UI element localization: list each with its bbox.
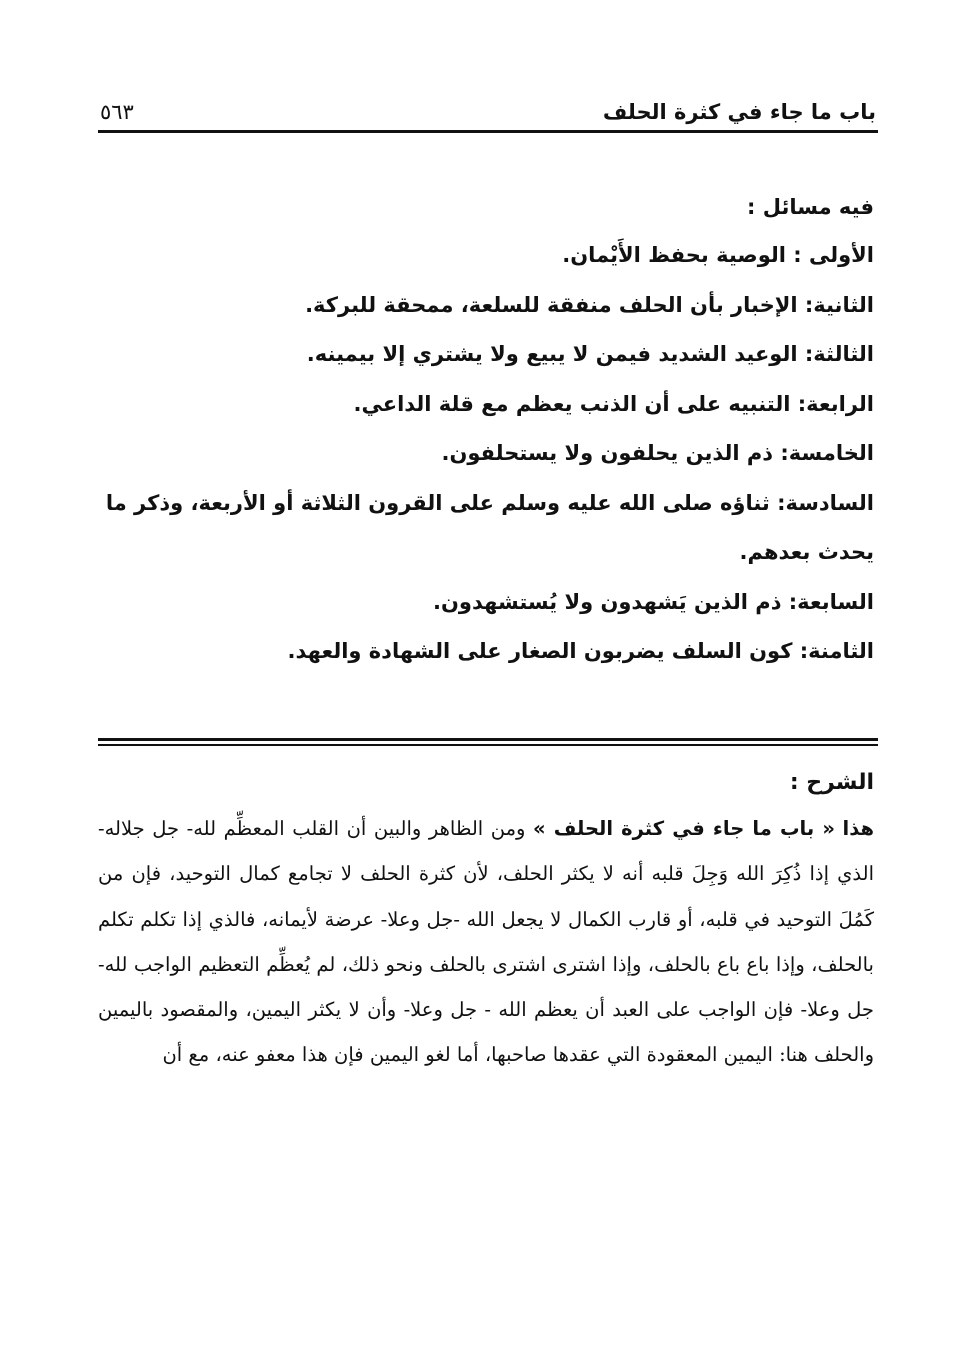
commentary-paragraph [98,806,874,1078]
header-divider [98,130,878,133]
commentary-body: ومن الظاهر والبين أن القلب المعظِّم لله- جل جلاله- الذي إذا ذُكِرَ الله وَجِلَ قلبه أنه لا يكثر الحلف، لأن كثرة الحلف لا تجامع كمال التوحيد، فإن من كَمُلَ التوحيد في قلبه، أو قارب الكمال لا يجعل الله -جل وعلا- عرضة لأيمانه، فالذي إذا تكلم تكلم بالحلف، وإذا باع باع بالحلف، وإذا اشترى اشترى بالحلف ونحو ذلك، لم يُعظِّم التعظيم الواجب لله- جل وعلا- فإن الواجب على العبد أن يعظم الله - جل وعلا- وأن لا يكثر اليمين، والمقصود باليمين والحلف هنا: اليمين المعقودة التي عقدها صاحبها، أما لغو اليمين فإن هذا معفو عنه، مع أن [98,817,874,1067]
commentary-intro: هذا [842,817,874,840]
issue-item-2: الثانية: الإخبار بأن الحلف منفقة للسلعة، ممحقة للبركة. [305,292,874,317]
commentary-section [98,760,874,1078]
issue-item-4: الرابعة: التنبيه على أن الذنب يعظم مع قلة الداعي. [353,391,874,416]
issues-heading: فيه مسائل : [747,195,874,219]
issue-item-7: السابعة: ذم الذين يَشهدون ولا يُستشهدون. [433,589,874,614]
section-divider [98,738,878,746]
chapter-title: باب ما جاء في كثرة الحلف [602,100,876,124]
page-header [100,84,876,124]
issue-item-3: الثالثة: الوعيد الشديد فيمن لا يبيع ولا يشتري إلا بيمينه. [306,342,874,366]
issue-item-5: الخامسة: ذم الذين يحلفون ولا يستحلفون. [441,441,874,465]
commentary-heading: الشرح : [789,770,874,795]
issue-item-1: الأولى : الوصية بحفظ الأَيْمان. [562,243,874,267]
chapter-reference: « باب ما جاء في كثرة الحلف » [533,817,835,840]
issue-item-6: السادسة: ثناؤه صلى الله عليه وسلم على القرون الثلاثة أو الأربعة، وذكر ما يحدث بعدهم. [105,490,874,564]
page-number: ٥٦٣ [100,100,134,124]
issues-section [98,183,874,677]
issue-item-8: الثامنة: كون السلف يضربون الصغار على الشهادة والعهد. [287,639,874,663]
